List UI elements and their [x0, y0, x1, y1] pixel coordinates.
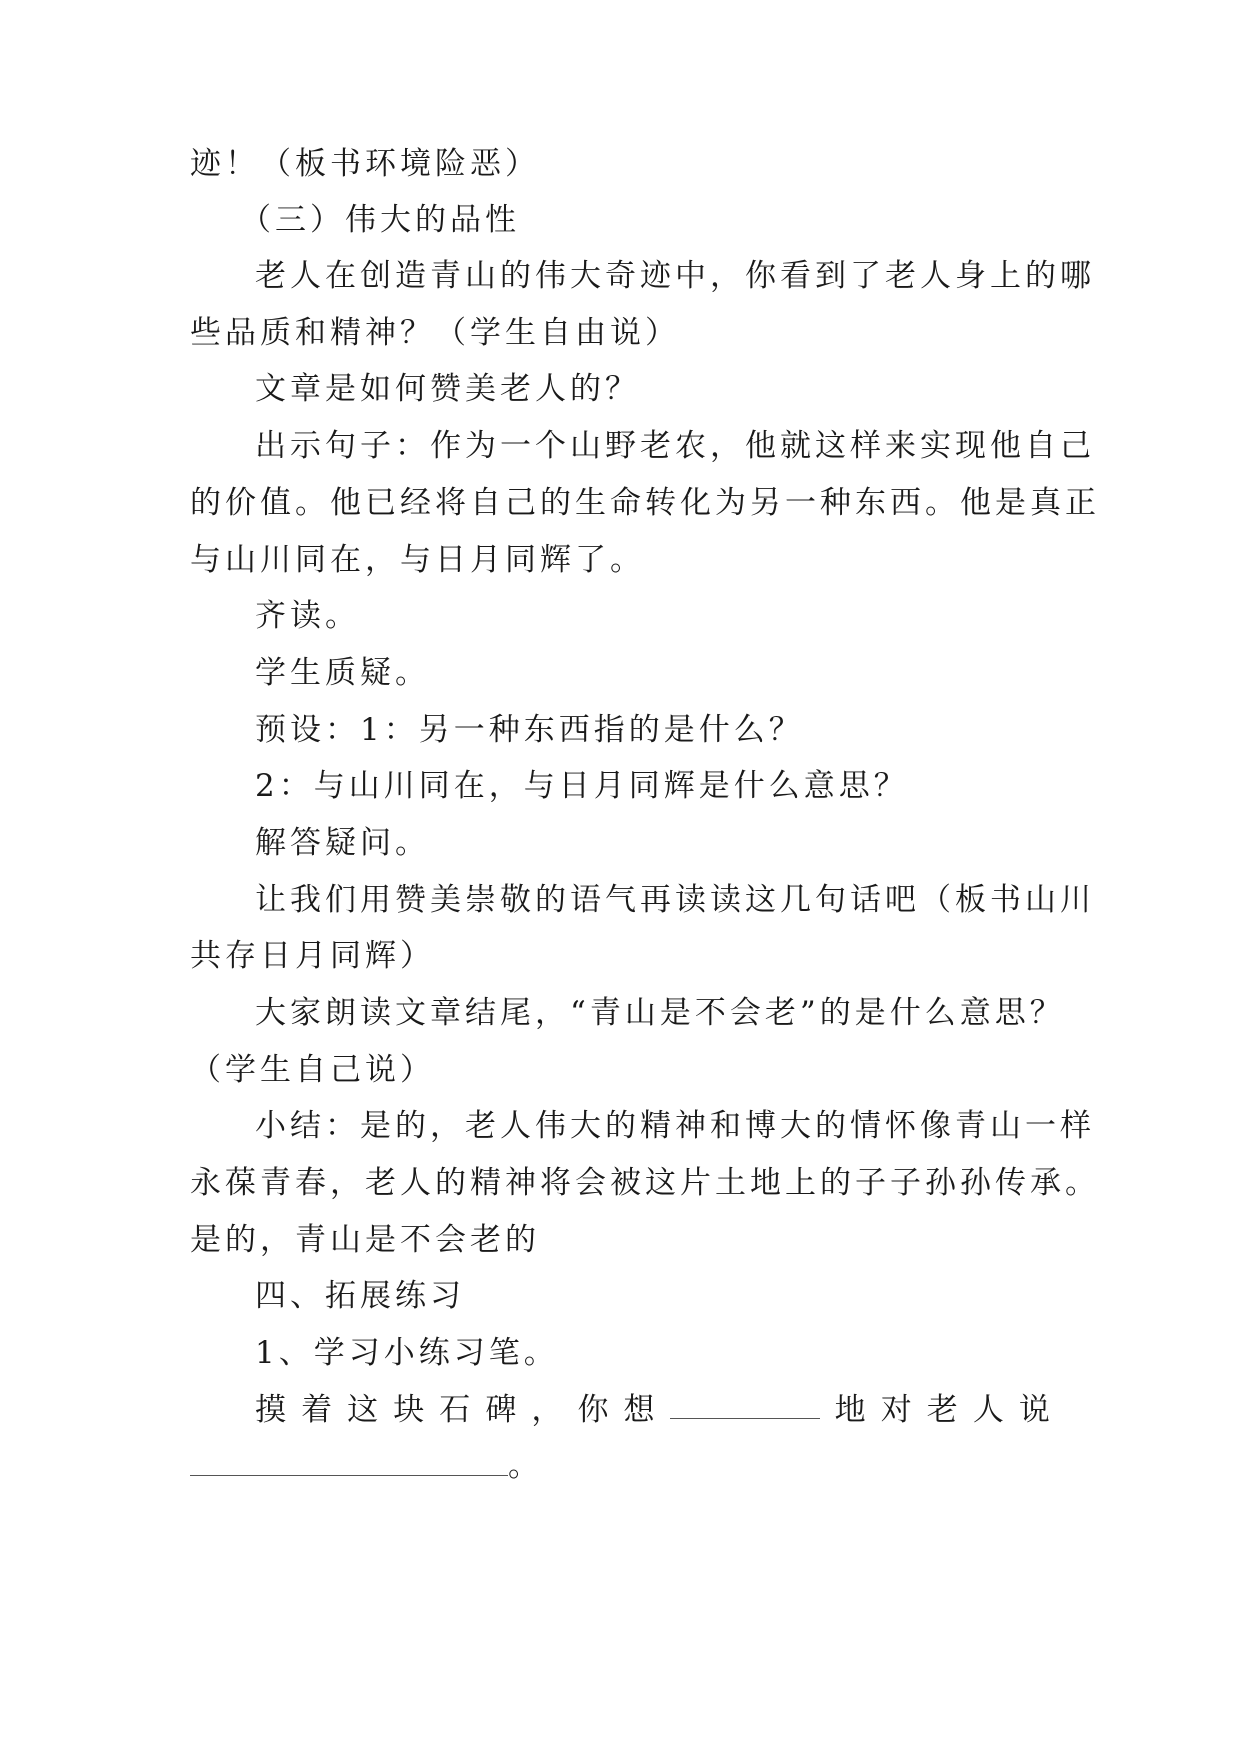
text-line: 些品质和精神？（学生自由说） [190, 315, 680, 351]
fill-char: 地 [834, 1392, 866, 1428]
text-line: 出示句子：作为一个山野老农，他就这样来实现他自己 [255, 428, 1095, 464]
text-line: 小结：是的，老人伟大的精神和博大的情怀像青山一样 [255, 1108, 1095, 1144]
fill-char: 碑 [485, 1392, 517, 1428]
text-line: 老人在创造青山的伟大奇迹中，你看到了老人身上的哪 [255, 258, 1095, 294]
text-line: 共存日月同辉） [190, 938, 435, 974]
fill-in-line-end [190, 1444, 1050, 1488]
fill-char: 对 [880, 1392, 912, 1428]
text-line: 齐读。 [255, 598, 360, 634]
text-line: 2：与山川同在，与日月同辉是什么意思？ [255, 768, 909, 804]
text-line: （学生自己说） [190, 1052, 435, 1088]
text-line: 永葆青春，老人的精神将会被这片土地上的子子孙孙传承。 [190, 1165, 1100, 1201]
fill-char: 石 [439, 1392, 471, 1428]
fill-char: 说 [1018, 1392, 1050, 1428]
fill-char: 块 [393, 1392, 425, 1428]
text-line: 让我们用赞美崇敬的语气再读读这几句话吧（板书山川 [255, 882, 1095, 918]
fill-char: 这 [347, 1392, 379, 1428]
text-line: 1、学习小练习笔。 [255, 1335, 559, 1371]
text-line: 学生质疑。 [255, 655, 430, 691]
text-line: 是的，青山是不会老的 [190, 1222, 540, 1258]
text-line: 与山川同在，与日月同辉了。 [190, 542, 645, 578]
end-mark: 。 [508, 1448, 543, 1484]
answer-blank-long [190, 1445, 508, 1476]
text-line: 的价值。他已经将自己的生命转化为另一种东西。他是真正 [190, 485, 1100, 521]
fill-char: 老 [926, 1392, 958, 1428]
fill-char: 摸 [255, 1392, 286, 1428]
fill-in-line [255, 1388, 1050, 1432]
fill-char: ， [531, 1392, 563, 1428]
section-heading: （三）伟大的品性 [240, 202, 520, 238]
fill-char: 你 [577, 1392, 609, 1428]
answer-blank [670, 1388, 820, 1419]
text-line: 解答疑问。 [255, 825, 430, 861]
fill-char: 想 [623, 1392, 655, 1428]
section-heading: 四、拓展练习 [255, 1278, 465, 1314]
fill-char: 人 [972, 1392, 1004, 1428]
text-line: 文章是如何赞美老人的？ [255, 371, 640, 407]
text-line: 大家朗读文章结尾，“青山是不会老”的是什么意思？ [255, 995, 1065, 1031]
fill-char: 着 [301, 1392, 333, 1428]
text-line: 迹！（板书环境险恶） [190, 146, 540, 182]
text-line: 预设：1：另一种东西指的是什么？ [255, 712, 804, 748]
